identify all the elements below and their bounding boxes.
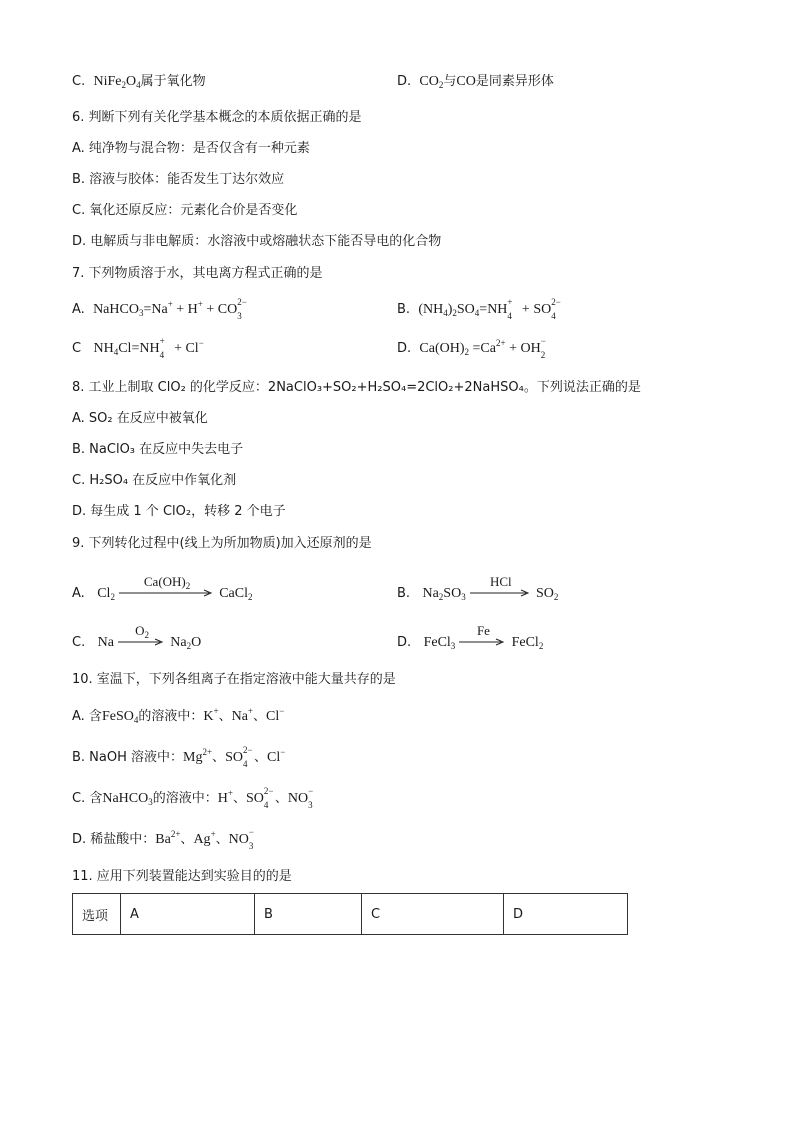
formula-co2: $CO_2$ xyxy=(419,74,444,90)
reaction-arrow: HCl xyxy=(470,589,532,597)
q7-stem: 7. 下列物质溶于水，其电离方程式正确的是 xyxy=(72,266,323,281)
q6-option-c: C. 氧化还原反应：元素化合价是否变化 xyxy=(72,203,298,218)
q9-stem: 9. 下列转化过程中(线上为所加物质)加入还原剂的是 xyxy=(72,536,372,551)
q9-option-c: C. Na $O_2$ $Na_2O$ xyxy=(72,623,202,651)
q5-option-d: D. $CO_2$与CO是同素异形体 xyxy=(397,74,554,90)
q6-option-a: A. 纯净物与混合物：是否仅含有一种元素 xyxy=(72,141,310,156)
reaction-arrow: Fe xyxy=(459,638,507,646)
q6-option-b: B. 溶液与胶体：能否发生丁达尔效应 xyxy=(72,172,285,187)
table-header-cell: C xyxy=(362,894,504,935)
q7-option-c: C $NH_4Cl=NH$ + 4 + Cl− xyxy=(72,335,204,360)
table-row xyxy=(73,894,628,935)
q8-option-a: A. SO₂ 在反应中被氧化 xyxy=(72,411,208,426)
q8-option-b: B. NaClO₃ 在反应中失去电子 xyxy=(72,442,244,457)
q8-option-c: C. H₂SO₄ 在反应中作氧化剂 xyxy=(72,473,237,488)
table-header-cell: B xyxy=(255,894,362,935)
q9-option-a: A. $Cl_2$ $Ca(OH)_2$ CaCl$_2$ xyxy=(72,574,253,602)
q10-option-a: A. 含FeSO$_4$的溶液中：K+、Na+、Cl− xyxy=(72,706,285,725)
q8-option-d: D. 每生成 1 个 ClO₂，转移 2 个电子 xyxy=(72,504,286,519)
q10-option-b: B. NaOH 溶液中：$Mg^{2+}$、SO 2− 4 、Cl− xyxy=(72,744,286,769)
q6-option-d: D. 电解质与非电解质：水溶液中或熔融状态下能否导电的化合物 xyxy=(72,234,442,249)
q7-option-d: D. $Ca(OH)_2 =Ca^{2+}$ + OH − 2 xyxy=(397,335,546,360)
q11-stem: 11. 应用下列装置能达到实验目的的是 xyxy=(72,869,292,884)
q10-stem: 10. 室温下，下列各组离子在指定溶液中能大量共存的是 xyxy=(72,672,396,687)
table-header-cell: A xyxy=(121,894,255,935)
q10-option-d: D. 稀盐酸中：$Ba^{2+}$、Ag+、NO − 3 xyxy=(72,826,254,851)
formula-nife2o4: $NiFe_2O_4$ xyxy=(93,74,141,90)
q8-stem: 8. 工业上制取 ClO₂ 的化学反应：2NaClO₃+SO₂+H₂SO₄=2ClO₂+2NaHSO₄。下列说法正确的是 xyxy=(72,380,641,395)
q9-option-d: D. FeCl$_3$ Fe FeCl$_2$ xyxy=(397,623,544,651)
q6-stem: 6. 判断下列有关化学基本概念的本质依据正确的是 xyxy=(72,110,362,125)
table-header-cell: D xyxy=(504,894,628,935)
q11-options-table xyxy=(72,893,628,935)
q7-option-a: A. NaHCO$_3$=Na+ + H+ + CO 2− 3 xyxy=(72,296,247,321)
q10-option-c: C. 含NaHCO$_3$的溶液中：H+、SO 2− 4 、NO − 3 xyxy=(72,785,314,810)
reaction-arrow: $Ca(OH)_2$ xyxy=(119,589,215,597)
q9-option-b: B. $Na_2SO_3$ HCl $SO_2$ xyxy=(397,574,559,602)
q5-option-c: C. $NiFe_2O_4$属于氧化物 xyxy=(72,74,206,90)
q7-option-b: B. $(NH_4)_2SO_4=NH$ + 4 + SO 2− 4 xyxy=(397,296,561,321)
table-header-cell: 选项 xyxy=(73,894,121,935)
reaction-arrow: $O_2$ xyxy=(118,638,166,646)
